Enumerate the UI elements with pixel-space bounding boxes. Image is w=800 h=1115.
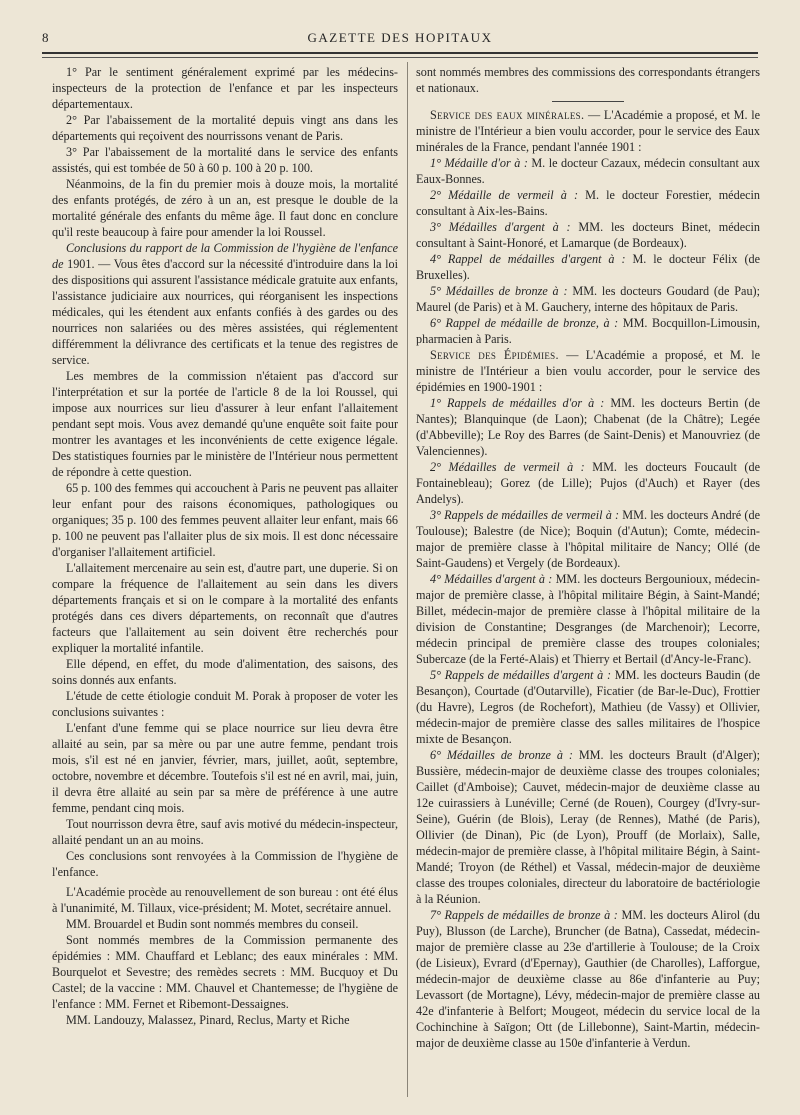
paragraph	[52, 720, 398, 816]
header-rule-thin	[42, 57, 758, 58]
paragraph-text: L'Académie procède au renouvellement de son bureau : ont été élus à l'unanimité, M. Tillaux, vice-président; M. Motet, secrétaire annuel.	[52, 885, 398, 915]
paragraph	[416, 251, 760, 283]
paragraph	[52, 240, 398, 368]
paragraph-text: MM. les docteurs Baudin (de Besançon), Courtade (d'Outarville), Ficatier (de Bar-le-Duc), Frottier (du Havre), Legros (de Rochefort), Mathieu (de Vassy) et Ollivier, médecin-major de première classe des salles militaires de l'hospice mixte de Besançon.	[416, 668, 760, 746]
section-heading: Service des eaux minérales.	[430, 108, 585, 122]
section-rule	[552, 101, 624, 102]
paragraph	[52, 688, 398, 720]
paragraph-text: MM. les docteurs Bertin (de Nantes); Blanquinque (de Laon); Chabenat (de la Châtre); Legée (d'Abbeville); Le Roy des Barres (de Saint-Denis) et Manouvriez (de Valenciennes).	[416, 396, 760, 458]
paragraph-text: Ces conclusions sont renvoyées à la Commission de l'hygiène de l'enfance.	[52, 849, 398, 879]
paragraph-text: MM. les docteurs Brault (d'Alger); Bussière, médecin-major de deuxième classe des troupes coloniales; Caillet (d'Amboise); Cauvet, médecin-major de deuxième classe au 12e cuirassiers à Lunéville; Cerné (de Rouen), Courgey (d'Ivry-sur-Seine), Guérin (de Blois), Leray (de Rennes), Mathé (de Paris), Ollivier (de Dinan), Pic (de Lyon), Prouff (de Morlaix), Salle, médecin-major de première classe, à l'hôpital militaire Bégin, à Saint-Mandé; Troyon (de Réthel) et Vassal, médecin-major de deuxième classe des troupes coloniales, directeur du laboratoire de bactériologie à la Réunion.	[416, 748, 760, 906]
paragraph-text: MM. Bocquillon-Limousin, pharmacien à Paris.	[416, 316, 760, 346]
paragraph	[52, 112, 398, 144]
paragraph	[416, 315, 760, 347]
paragraph	[52, 848, 398, 880]
running-title: GAZETTE DES HOPITAUX	[307, 30, 493, 45]
paragraph	[416, 395, 760, 459]
paragraph	[416, 667, 760, 747]
item-lead: 5° Rappels de médailles d'argent à :	[430, 668, 612, 682]
paragraph	[52, 1012, 398, 1028]
item-lead: Conclusions du rapport de la Commission de l'hygiène de l'enfance de	[52, 241, 398, 271]
paragraph-text: L'étude de cette étiologie conduit M. Porak à proposer de voter les conclusions suivantes :	[52, 689, 398, 719]
paragraph-text: M. le docteur Félix (de Bruxelles).	[416, 252, 760, 282]
item-lead: 3° Médailles d'argent à :	[430, 220, 571, 234]
paragraph	[52, 176, 398, 240]
item-lead: 3° Rappels de médailles de vermeil à :	[430, 508, 620, 522]
paragraph-text: MM. les docteurs Bergounioux, médecin-major de première classe, à l'hôpital militaire Bégin, à Saint-Mandé; Billet, médecin-major de première classe à l'hôpital militaire de la division de Constantine; Desgranges (de Marchenoir); Lecorre, médecin principal de première classe des troupes coloniales; Subercaze (de la Ferté-Alais) et Thierry et Bertail (d'Ancy-le-Franc).	[416, 572, 760, 666]
paragraph-text: 1901. — Vous êtes d'accord sur la nécessité d'introduire dans la loi des dispositions qui assurent l'assistance médicale gratuite aux enfants, l'assistance judiciaire aux nourrices, qui réorganisent les inspections médicales, qui les étendent aux enfants confiés à des gardes ou des nourrices non salariées ou des mères assistées, qui réglementent différemment la délivrance des certificats et la tenue des registres de service.	[52, 257, 398, 367]
item-lead: 6° Médailles de bronze à :	[430, 748, 573, 762]
paragraph-text: 2° Par l'abaissement de la mortalité depuis vingt ans dans les départements qui reçoivent des nourrissons venant de Paris.	[52, 113, 398, 143]
paragraph-text: sont nommés membres des commissions des correspondants étrangers et nationaux.	[416, 65, 760, 95]
header-rule-thick	[42, 52, 758, 54]
paragraph-text: — L'Académie a proposé, et M. le ministre de l'Intérieur a bien voulu accorder, pour le service des épidémies en 1900-1901 :	[416, 348, 760, 394]
paragraph-text: L'allaitement mercenaire au sein est, d'autre part, une duperie. Si on compare la fréquence de l'allaitement au sein dans les divers départements français et si on le compare à la mortalité des enfants protégés dans ces divers départements, on reconnaît que d'autres facteurs que l'allaitement au sein doivent être recherchés pour expliquer la mortalité infantile.	[52, 561, 398, 655]
column-divider	[407, 62, 408, 1097]
paragraph	[416, 219, 760, 251]
paragraph	[52, 560, 398, 656]
paragraph	[416, 907, 760, 1051]
item-lead: 6° Rappel de médaille de bronze, à :	[430, 316, 619, 330]
paragraph	[416, 747, 760, 907]
paragraph	[416, 347, 760, 395]
item-lead: 1° Médaille d'or à :	[430, 156, 528, 170]
paragraph	[52, 144, 398, 176]
paragraph	[416, 571, 760, 667]
paragraph-text: MM. les docteurs Goudard (de Pau); Maurel (de Paris) et à M. Gauchery, interne des hôpitaux de Paris.	[416, 284, 760, 314]
paragraph	[416, 64, 760, 96]
item-lead: 4° Rappel de médailles d'argent à :	[430, 252, 626, 266]
paragraph	[416, 187, 760, 219]
paragraph	[52, 816, 398, 848]
paragraph-text: MM. les docteurs Binet, médecin consultant à Saint-Honoré, et Lamarque (de Bordeaux).	[416, 220, 760, 250]
paragraph-text: MM. les docteurs André (de Toulouse); Balestre (de Nice); Boquin (d'Autun); Comte, médecin-major de première classe à l'hôpital militaire de Nancy; Ollé (de Saint-Gaudens) et Vergely (de Bordeaux).	[416, 508, 760, 570]
paragraph	[52, 916, 398, 932]
paragraph	[416, 107, 760, 155]
paragraph-text: MM. les docteurs Foucault (de Fontainebleau); Gorez (de Lille); Pujos (d'Auch) et Rayer (des Andelys).	[416, 460, 760, 506]
right-column	[416, 64, 760, 1104]
paragraph-text: 65 p. 100 des femmes qui accouchent à Paris ne peuvent pas allaiter leur enfant pour des raisons économiques, pathologiques ou organiques; 35 p. 100 des femmes peuvent allaiter leur enfant, mais 66 p. 100 ne peuvent pas l'allaiter plus de six mois. Il est donc nécessaire d'organiser l'allaitement artificiel.	[52, 481, 398, 559]
left-column	[52, 64, 398, 1104]
paragraph	[52, 884, 398, 916]
item-lead: 7° Rappels de médailles de bronze à :	[430, 908, 618, 922]
paragraph	[52, 64, 398, 112]
item-lead: 1° Rappels de médailles d'or à :	[430, 396, 605, 410]
paragraph-text: MM. Landouzy, Malassez, Pinard, Reclus, Marty et Riche	[66, 1013, 350, 1027]
paragraph	[52, 932, 398, 1012]
paragraph-text: Tout nourrisson devra être, sauf avis motivé du médecin-inspecteur, allaité pendant un an au moins.	[52, 817, 398, 847]
paragraph	[416, 283, 760, 315]
paragraph-text: Néanmoins, de la fin du premier mois à douze mois, la mortalité des enfants protégés, de zéro à un an, est presque le double de la mortalité générale des enfants du même âge. Il faut donc en conclure qu'il reste beaucoup à faire pour amender la loi Roussel.	[52, 177, 398, 239]
paragraph-text: Sont nommés membres de la Commission permanente des épidémies : MM. Chauffard et Leblanc; des eaux minérales : MM. Bourquelot et Sevestre; des remèdes secrets : MM. Bucquoy et Du Castel; de la vaccine : MM. Chauvel et Chantemesse; de l'hygiène de l'enfance : MM. Fernet et Ribemont-Dessaignes.	[52, 933, 398, 1011]
paragraph-text: MM. les docteurs Alirol (du Puy), Blusson (de Larche), Bruncher (de Batna), Cassedat, médecin-major de première classe au 23e d'artillerie à Toulouse; de la Croix (de Lisieux), Evrard (d'Epernay), Gauthier (de Charolles), Lafforgue, médecin-major de deuxième classe au 86e d'infanterie au Puy; Levassort (de Mortagne), Lévy, médecin-major de première classe au 42e d'infanterie à Belfort; Mougeot, médecin du service local de la Cochinchine à Saïgon; Ott (de Lillebonne), Saint-Martin, médecin-major de deuxième classe au 150e d'infanterie à Verdun.	[416, 908, 760, 1050]
page-number: 8	[42, 30, 49, 45]
item-lead: 5° Médailles de bronze à :	[430, 284, 568, 298]
paragraph-text: L'enfant d'une femme qui se place nourrice sur lieu devra être allaité au sein, par sa mère ou par une autre femme, pendant trois mois, s'il est né en janvier, février, mars, juillet, août, septembre, octobre, novembre et décembre. Toutefois s'il est né en avril, mai, juin, il devra être allaité au sein par sa mère de préférence à une autre femme, pendant cinq mois.	[52, 721, 398, 815]
item-lead: 2° Médailles de vermeil à :	[430, 460, 585, 474]
paragraph	[52, 656, 398, 688]
paragraph-text: Les membres de la commission n'étaient pas d'accord sur l'interprétation et sur la portée de l'article 8 de la loi Roussel, qui impose aux nourrices sur lieu d'assurer à leur enfant l'allaitement pendant sept mois. Vous avez demandé qu'une enquête soit faite pour montrer les avantages et les inconvénients de cette exigence légale. Des statistiques fournies par le ministère de l'Intérieur nous permettent de répondre à cette question.	[52, 369, 398, 479]
paragraph-text: M. le docteur Forestier, médecin consultant à Aix-les-Bains.	[416, 188, 760, 218]
paragraph	[52, 368, 398, 480]
paragraph	[416, 155, 760, 187]
paragraph	[52, 480, 398, 560]
section-heading: Service des Épidémies.	[430, 348, 559, 362]
item-lead: 4° Médailles d'argent à :	[430, 572, 553, 586]
paragraph-text: 3° Par l'abaissement de la mortalité dans le service des enfants assistés, qui est tombée de 50 à 60 p. 100 à 20 p. 100.	[52, 145, 398, 175]
paragraph	[416, 507, 760, 571]
page-header	[42, 28, 758, 48]
paragraph-text: Elle dépend, en effet, du mode d'alimentation, des saisons, des soins donnés aux enfants.	[52, 657, 398, 687]
paragraph-text: M. le docteur Cazaux, médecin consultant aux Eaux-Bonnes.	[416, 156, 760, 186]
paragraph-text: MM. Brouardel et Budin sont nommés membres du conseil.	[66, 917, 359, 931]
paragraph	[416, 459, 760, 507]
paragraph-text: — L'Académie a proposé, et M. le ministre de l'Intérieur a bien voulu accorder, pour le service des Eaux minérales de la France, pendant l'année 1901 :	[416, 108, 760, 154]
item-lead: 2° Médaille de vermeil à :	[430, 188, 579, 202]
paragraph-text: 1° Par le sentiment généralement exprimé par les médecins-inspecteurs de la protection de l'enfance et par les inspecteurs départementaux.	[52, 65, 398, 111]
